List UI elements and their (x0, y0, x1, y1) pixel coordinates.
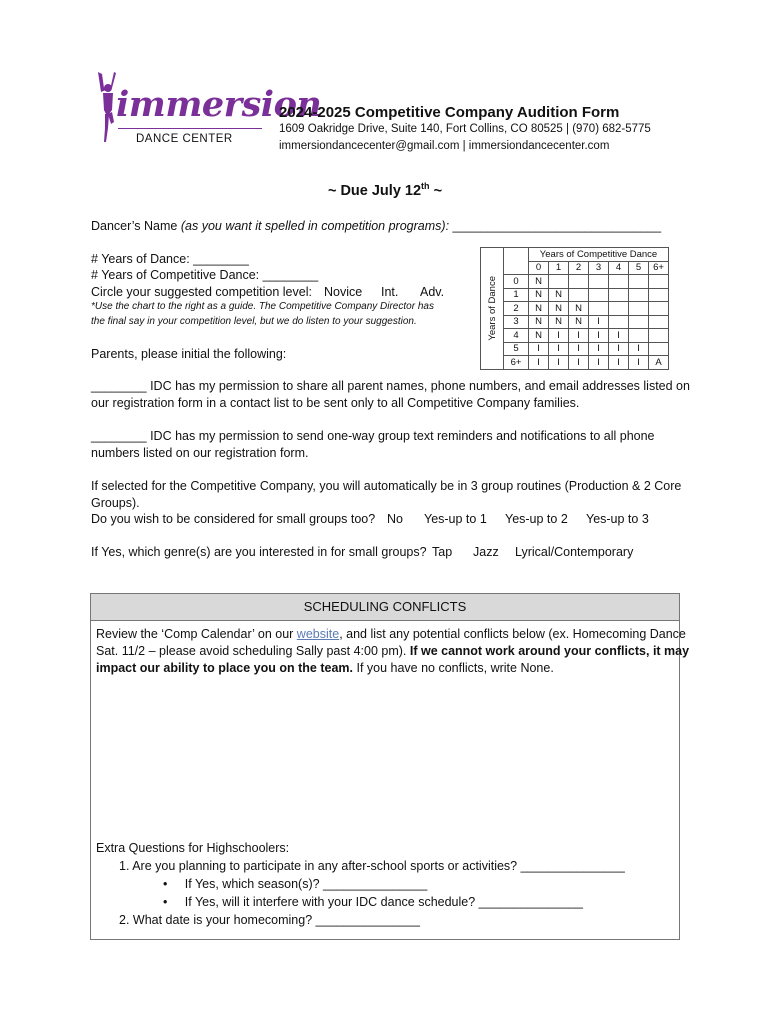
level-chart (480, 247, 669, 370)
level-cell: I (549, 342, 569, 356)
scheduling-text-3 (96, 661, 554, 675)
scheduling-text-3-bold: impact our ability to place you on the team. (96, 661, 353, 675)
extra-question-1b[interactable] (163, 895, 583, 909)
groups-info-line2: Groups). (91, 496, 140, 510)
level-cell: N (529, 315, 549, 329)
row-header: 3 (504, 315, 529, 329)
level-cell (589, 275, 609, 289)
level-cell (609, 315, 629, 329)
level-cell: I (569, 356, 589, 370)
due-date (0, 181, 770, 199)
column-axis-title: Years of Competitive Dance (529, 248, 669, 262)
scheduling-text-1b: , and list any potential conflicts below (ex. Homecoming Dance (339, 627, 686, 641)
column-header: 6+ (649, 261, 669, 275)
level-cell (649, 275, 669, 289)
level-cell (609, 302, 629, 316)
small-groups-option-3[interactable]: Yes-up to 3 (586, 512, 649, 526)
level-cell: I (549, 356, 569, 370)
groups-info-line1: If selected for the Competitive Company, you will automatically be in 3 group routines (Production & 2 Core (91, 479, 682, 493)
level-cell: N (529, 275, 549, 289)
level-option-int[interactable]: Int. (381, 285, 399, 299)
level-cell (629, 302, 649, 316)
years-of-dance-field[interactable]: # Years of Dance: ________ (91, 252, 249, 266)
level-cell (609, 288, 629, 302)
level-cell: I (589, 315, 609, 329)
level-cell (629, 288, 649, 302)
scheduling-text-2 (96, 644, 689, 658)
level-cell: I (569, 329, 589, 343)
small-groups-option-1[interactable]: Yes-up to 1 (424, 512, 487, 526)
row-axis-label: Years of Dance (486, 275, 498, 341)
column-header: 5 (629, 261, 649, 275)
level-cell (629, 329, 649, 343)
row-header: 1 (504, 288, 529, 302)
extra-question-1a-text: If Yes, which season(s)? _______________ (184, 877, 428, 891)
column-header: 1 (549, 261, 569, 275)
website-link[interactable]: website (296, 627, 340, 641)
column-header: 2 (569, 261, 589, 275)
permission-contact-line1[interactable]: ________ IDC has my permission to share all parent names, phone numbers, and email addresses listed on (91, 379, 690, 393)
logo (88, 70, 322, 150)
level-note-1: *Use the chart to the right as a guide. The Competitive Company Director has (91, 301, 434, 312)
level-cell: N (529, 302, 549, 316)
form-title: 2024-2025 Competitive Company Audition Form (279, 104, 620, 121)
level-note-2: the final say in your competition level, but we do listen to your suggestion. (91, 316, 417, 327)
row-header: 2 (504, 302, 529, 316)
level-cell: N (569, 302, 589, 316)
address-line: 1609 Oakridge Drive, Suite 140, Fort Collins, CO 80525 | (970) 682-5775 (279, 123, 651, 135)
level-cell (609, 275, 629, 289)
permission-text-line1[interactable]: ________ IDC has my permission to send one-way group text reminders and notifications to all phone (91, 429, 655, 443)
level-cell: N (549, 288, 569, 302)
level-cell: I (549, 329, 569, 343)
bullet-icon: • (163, 895, 168, 909)
level-cell: N (549, 302, 569, 316)
level-cell: N (529, 288, 549, 302)
level-cell (629, 275, 649, 289)
level-cell (649, 302, 669, 316)
level-cell: I (609, 356, 629, 370)
level-cell (589, 302, 609, 316)
level-cell: N (549, 315, 569, 329)
extra-question-1b-text: If Yes, will it interfere with your IDC dance schedule? _______________ (184, 895, 583, 909)
column-header: 0 (529, 261, 549, 275)
scheduling-text-2-bold: If we cannot work around your conflicts, it may (409, 644, 690, 658)
dancer-name-field[interactable] (91, 219, 661, 233)
due-date-text: ~ Due July 12 (327, 182, 422, 199)
corner-cell (504, 248, 529, 275)
genre-option-tap[interactable]: Tap (432, 545, 453, 559)
row-header: 4 (504, 329, 529, 343)
level-cell: I (609, 329, 629, 343)
level-cell: N (569, 315, 589, 329)
scheduling-text-2a: Sat. 11/2 – please avoid scheduling Sally past 4:00 pm). (96, 644, 410, 658)
years-competitive-field[interactable]: # Years of Competitive Dance: ________ (91, 268, 319, 282)
dancer-name-note: (as you want it spelled in competition programs): (180, 219, 450, 233)
level-cell: I (609, 342, 629, 356)
extra-question-1[interactable]: 1. Are you planning to participate in any after-school sports or activities? _______________ (119, 859, 625, 873)
conflicts-answer-area[interactable] (96, 684, 671, 834)
permission-contact-line2: our registration form in a contact list to be sent only to all Competitive Company families. (91, 396, 580, 410)
scheduling-text-1 (96, 627, 686, 641)
level-cell: I (589, 342, 609, 356)
scheduling-text-1a: Review the ‘Comp Calendar’ on our (96, 627, 297, 641)
level-option-novice[interactable]: Novice (324, 285, 363, 299)
row-header: 0 (504, 275, 529, 289)
due-date-suffix: ~ (429, 182, 443, 199)
level-option-adv[interactable]: Adv. (420, 285, 445, 299)
extra-question-2[interactable]: 2. What date is your homecoming? _______________ (119, 913, 420, 927)
level-cell (649, 342, 669, 356)
level-cell (649, 329, 669, 343)
level-cell: I (629, 356, 649, 370)
level-cell (589, 288, 609, 302)
level-cell (549, 275, 569, 289)
genre-option-lyrical[interactable]: Lyrical/Contemporary (515, 545, 634, 559)
level-cell: I (589, 356, 609, 370)
parents-label: Parents, please initial the following: (91, 347, 287, 361)
genre-option-jazz[interactable]: Jazz (473, 545, 499, 559)
level-cell (569, 288, 589, 302)
extra-question-1a[interactable] (163, 877, 427, 891)
row-header: 6+ (504, 356, 529, 370)
genre-question: If Yes, which genre(s) are you interested in for small groups? (91, 545, 427, 559)
logo-subtitle: DANCE CENTER (136, 133, 233, 145)
small-groups-option-2[interactable]: Yes-up to 2 (505, 512, 568, 526)
level-cell: N (529, 329, 549, 343)
dancer-name-label: Dancer’s Name (91, 219, 181, 233)
dancer-name-blank[interactable]: ______________________________ (449, 219, 662, 233)
logo-rule (118, 128, 262, 129)
row-axis-title (481, 248, 504, 370)
level-cell: I (529, 342, 549, 356)
column-header: 4 (609, 261, 629, 275)
level-cell (569, 275, 589, 289)
level-cell: I (529, 356, 549, 370)
due-date-sup: th (421, 181, 430, 191)
small-groups-question: Do you wish to be considered for small groups too? (91, 512, 376, 526)
scheduling-conflicts-heading: SCHEDULING CONFLICTS (91, 594, 679, 621)
column-header: 3 (589, 261, 609, 275)
level-cell: I (589, 329, 609, 343)
level-cell: I (569, 342, 589, 356)
level-chart-table (480, 247, 669, 370)
level-cell: A (649, 356, 669, 370)
extra-questions-title: Extra Questions for Highschoolers: (96, 841, 290, 855)
competition-level-label: Circle your suggested competition level: (91, 285, 312, 299)
level-cell (649, 288, 669, 302)
small-groups-option-no[interactable]: No (387, 512, 403, 526)
level-cell: I (629, 342, 649, 356)
scheduling-text-3b: If you have no conflicts, write None. (353, 661, 554, 675)
contact-line: immersiondancecenter@gmail.com | immersiondancecenter.com (279, 140, 610, 152)
scheduling-conflicts-box[interactable] (90, 593, 690, 940)
level-cell (629, 315, 649, 329)
level-cell (649, 315, 669, 329)
permission-text-line2: numbers listed on our registration form. (91, 446, 309, 460)
row-header: 5 (504, 342, 529, 356)
bullet-icon: • (163, 877, 168, 891)
logo-wordmark: immersion (116, 84, 322, 125)
